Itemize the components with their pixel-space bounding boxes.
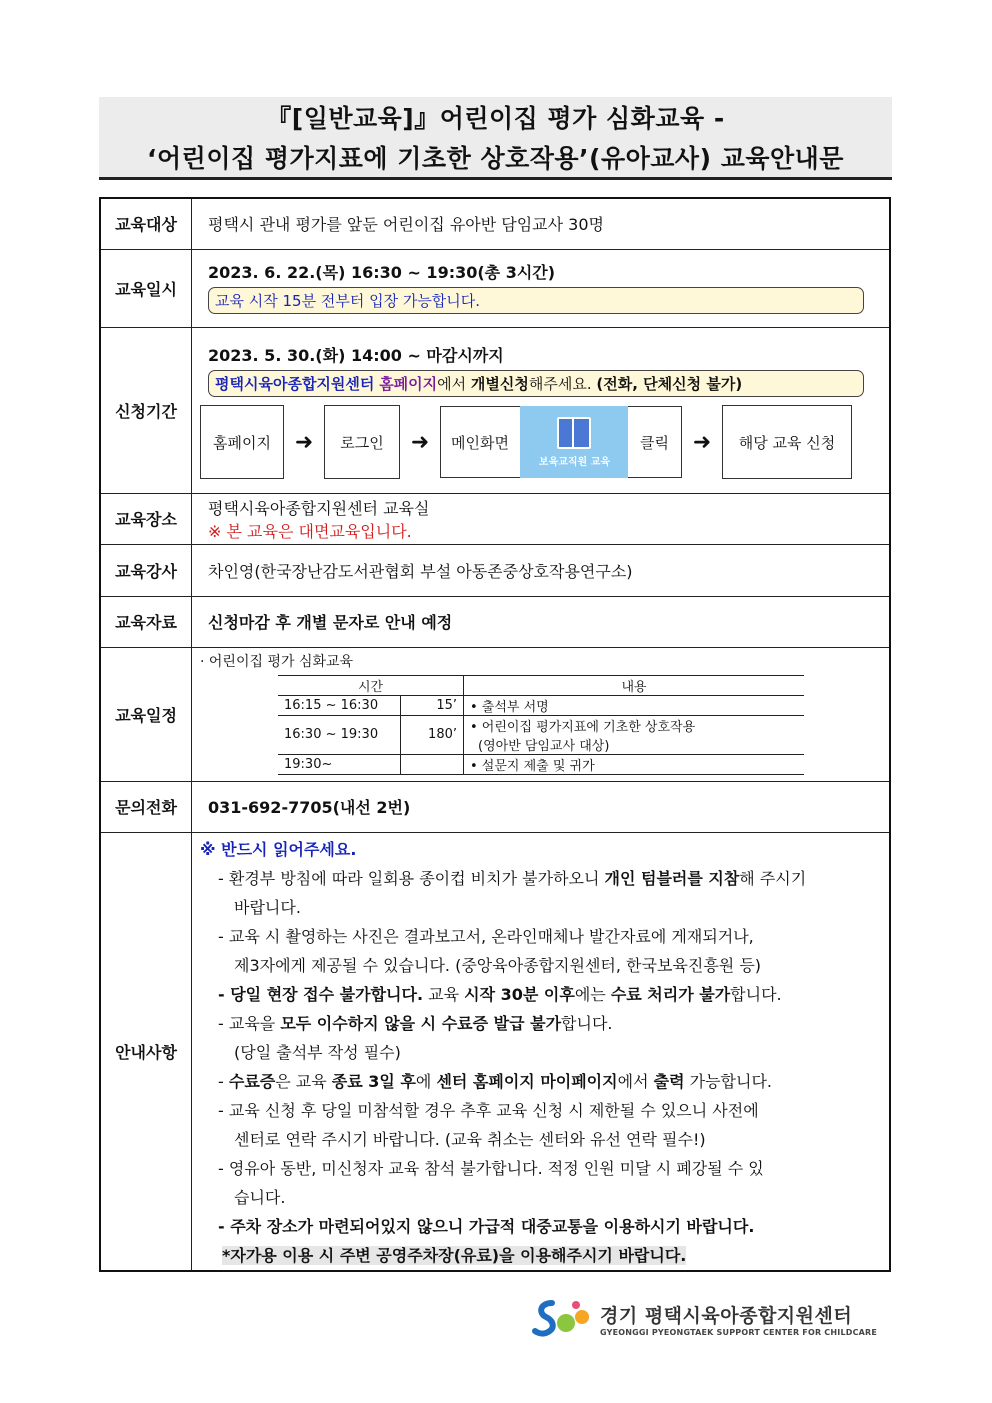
title-line-2: ‘어린이집 평가지표에 기초한 상호작용’(유아교사) 교육안내문 <box>147 144 844 173</box>
flow-step-login: 로그인 <box>324 405 400 479</box>
staff-education-label: 보육교직원 교육 <box>538 456 611 468</box>
center-logo-icon <box>532 1297 592 1341</box>
book-icon <box>557 417 591 447</box>
note-emph: 출력 <box>653 1071 685 1091</box>
note-text: 센터로 연락 주시기 바랍니다. (교육 취소는 센터와 유선 연락 필수!) <box>234 1129 706 1149</box>
note-text: 에 <box>415 1071 437 1091</box>
note-emph: 모두 이수하지 않을 시 수료증 발급 불가 <box>280 1013 562 1033</box>
note-text: 에는 <box>574 984 611 1004</box>
footer-logo <box>532 1294 892 1344</box>
staff-education-button[interactable] <box>520 406 628 478</box>
value-apply-period: 2023. 5. 30.(화) 14:00 ~ 마감시까지 <box>208 346 504 365</box>
row-time: 16:15 ~ 16:30 <box>278 695 401 715</box>
flow-main-label: 메인화면 <box>451 433 509 452</box>
value-target: 평택시 관내 평가를 앞둔 어린이집 유아반 담임교사 30명 <box>192 198 891 249</box>
table-row <box>278 695 804 715</box>
note-text: 해 주시기 <box>739 868 807 888</box>
schedule-table <box>278 675 804 775</box>
note-text: - 교육 시 촬영하는 사진은 결과보고서, 온라인매체나 발간자료에 게재되거나, <box>218 926 754 946</box>
note-text: 은 교육 <box>275 1071 332 1091</box>
note-text: - 교육을 <box>218 1013 281 1033</box>
row-content: • 출석부 서명 <box>464 695 805 715</box>
arrow-icon: ➜ <box>294 429 314 455</box>
row-content-line2: (영아반 담임교사 대상) <box>478 738 610 754</box>
col-time: 시간 <box>278 675 464 695</box>
flow-step-homepage: 홈페이지 <box>200 405 284 479</box>
title-line-1: 『[일반교육]』어린이집 평가 심화교육 - <box>266 104 725 133</box>
note-emph: 수료 처리가 불가 <box>610 984 731 1004</box>
note-parking: - 주차 장소가 마련되어있지 않으니 가급적 대중교통을 이용하시기 바랍니다. <box>218 1216 755 1236</box>
row-time: 16:30 ~ 19:30 <box>278 715 401 754</box>
note-emph: 개인 텀블러를 지참 <box>604 868 740 888</box>
row-content <box>464 715 805 754</box>
table-row <box>278 754 804 774</box>
note-text: 가능합니다. <box>684 1071 772 1091</box>
label-apply: 신청기간 <box>100 327 192 493</box>
label-target: 교육대상 <box>100 198 192 249</box>
table-row <box>278 715 804 754</box>
flow-step-apply: 해당 교육 신청 <box>722 405 852 479</box>
document-title <box>99 97 892 180</box>
note-text: 제3자에게 제공될 수 있습니다. (중앙육아종합지원센터, 한국보육진흥원 등) <box>234 955 762 975</box>
note-text: - <box>218 1071 229 1091</box>
row-content: • 설문지 제출 및 귀가 <box>464 754 805 774</box>
place-note: ※ 본 교육은 대면교육입니다. <box>208 521 412 541</box>
info-table <box>99 197 891 1272</box>
apply-note-homepage: 홈페이지 <box>379 375 438 393</box>
note-text: 습니다. <box>234 1187 286 1207</box>
note-text: 에서 <box>617 1071 654 1091</box>
notes-header: ※ 반드시 읽어주세요. <box>200 839 357 859</box>
row-duration: 180’ <box>401 715 464 754</box>
row-duration <box>401 754 464 774</box>
arrow-icon: ➜ <box>410 429 430 455</box>
schedule-heading: · 어린이집 평가 심화교육 <box>200 653 354 670</box>
label-phone: 문의전화 <box>100 781 192 832</box>
note-text: 교육 <box>423 984 465 1004</box>
label-notes: 안내사항 <box>100 832 192 1271</box>
entry-note: 교육 시작 15분 전부터 입장 가능합니다. <box>208 287 864 314</box>
label-lecturer: 교육강사 <box>100 544 192 596</box>
apply-note <box>208 370 864 397</box>
label-datetime: 교육일시 <box>100 249 192 327</box>
value-material: 신청마감 후 개별 문자로 안내 예정 <box>192 596 891 647</box>
apply-note-center: 평택시육아종합지원센터 <box>215 375 375 393</box>
note-parking-extra: *자가용 이용 시 주변 공영주차장(유료)을 이용해주시기 바랍니다. <box>222 1245 687 1265</box>
note-text: (당일 출석부 작성 필수) <box>234 1042 401 1062</box>
value-lecturer: 차인영(한국장난감도서관협회 부설 아동존중상호작용연구소) <box>192 544 891 596</box>
flow-click-label: 클릭 <box>640 433 669 452</box>
flow-step-main <box>440 406 682 478</box>
note-text: 합니다. <box>730 984 782 1004</box>
footer-name-en: GYEONGGI PYEONGTAEK SUPPORT CENTER FOR CHILDCARE <box>600 1328 878 1337</box>
apply-note-mid: 에서 <box>437 375 467 393</box>
row-time: 19:30~ <box>278 754 401 774</box>
note-text: - 영유아 동반, 미신청자 교육 참석 불가합니다. 적정 인원 미달 시 폐강될 수 있 <box>218 1158 764 1178</box>
note-text: 바랍니다. <box>234 897 301 917</box>
note-text: - 환경부 방침에 따라 일회용 종이컵 비치가 불가하오니 <box>218 868 605 888</box>
arrow-icon: ➜ <box>692 429 712 455</box>
note-emph: 센터 홈페이지 마이페이지 <box>436 1071 618 1091</box>
row-duration: 15’ <box>401 695 464 715</box>
note-emph: 종료 3일 후 <box>331 1071 416 1091</box>
label-place: 교육장소 <box>100 493 192 544</box>
note-text: 합니다. <box>561 1013 613 1033</box>
apply-note-paren: (전화, 단체신청 불가) <box>596 375 743 393</box>
row-content-line1: • 어린이집 평가지표에 기초한 상호작용 <box>470 719 696 735</box>
footer-name-ko: 경기 평택시육아종합지원센터 <box>600 1305 853 1327</box>
apply-note-individual: 개별신청 <box>470 375 529 393</box>
apply-flow <box>200 405 888 479</box>
value-phone: 031-692-7705(내선 2번) <box>192 781 891 832</box>
value-datetime: 2023. 6. 22.(목) 16:30 ~ 19:30(총 3시간) <box>208 263 556 282</box>
note-text: - 교육 신청 후 당일 미참석할 경우 추후 교육 신청 시 제한될 수 있으니 사전에 <box>218 1100 759 1120</box>
value-place: 평택시육아종합지원센터 교육실 <box>208 498 430 518</box>
label-material: 교육자료 <box>100 596 192 647</box>
notes-block <box>192 832 891 1271</box>
note-emph: 시작 30분 이후 <box>464 984 575 1004</box>
col-content: 내용 <box>464 675 805 695</box>
label-schedule: 교육일정 <box>100 647 192 781</box>
note-emph: - 당일 현장 접수 불가합니다. <box>218 984 424 1004</box>
note-emph: 수료증 <box>228 1071 276 1091</box>
apply-note-end: 해주세요. <box>528 375 592 393</box>
